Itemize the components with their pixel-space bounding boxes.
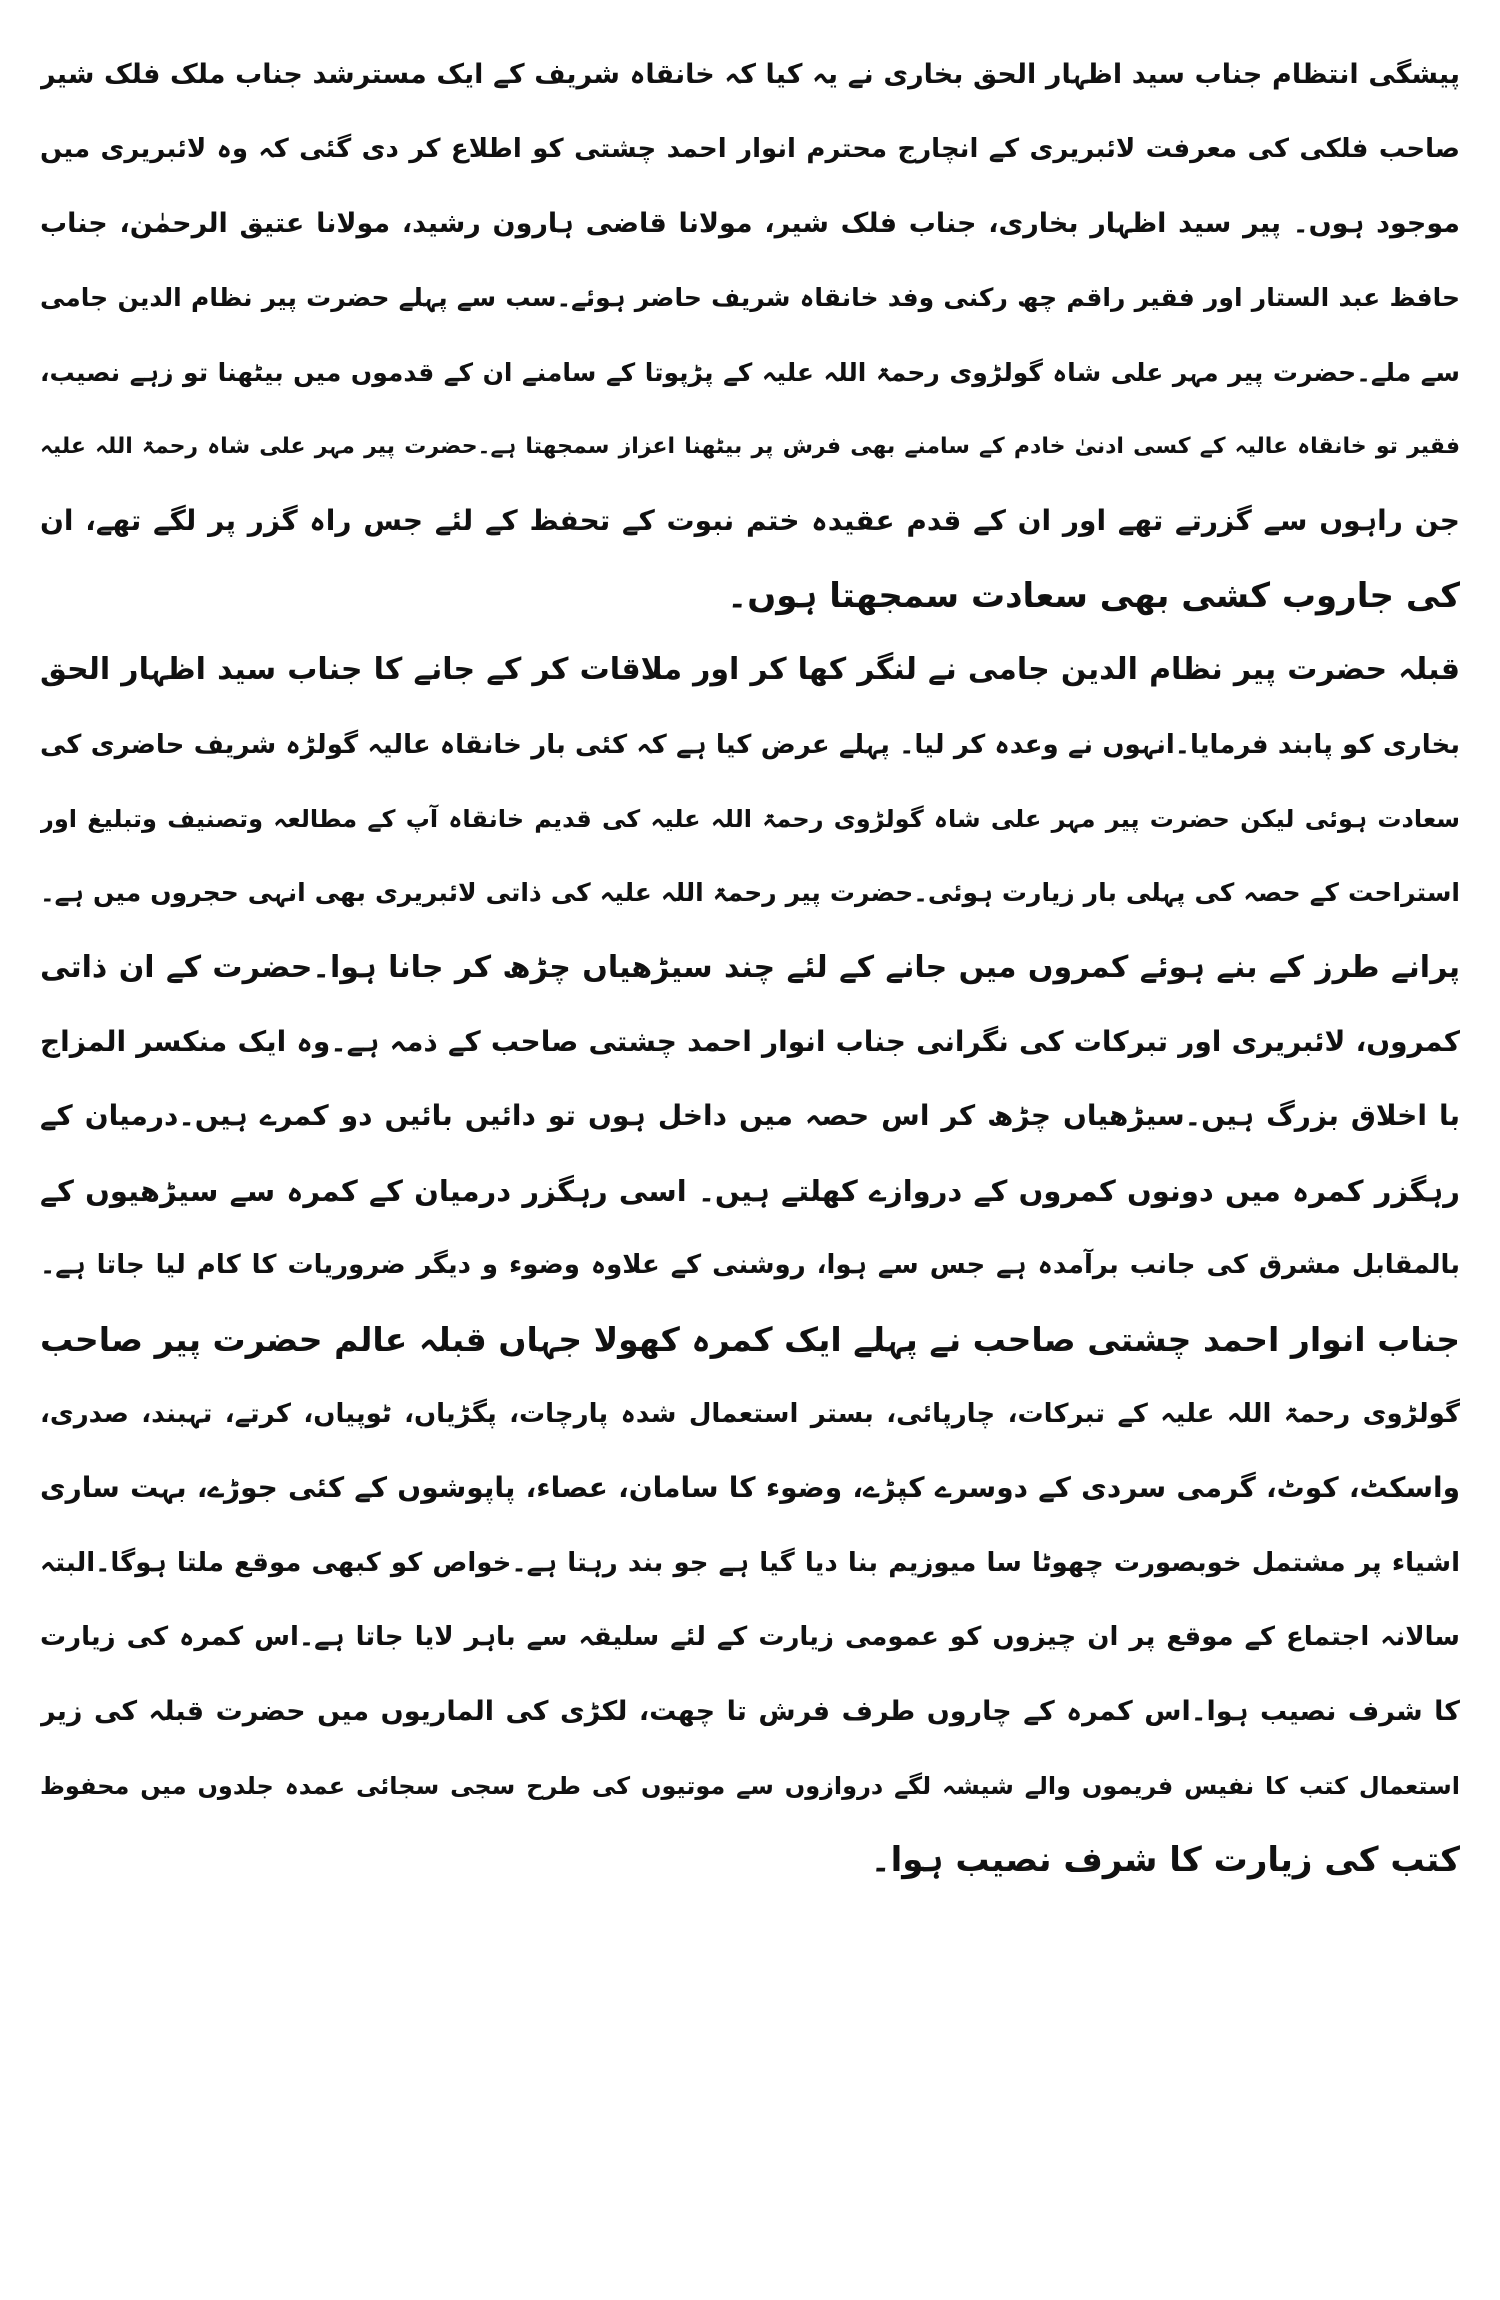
text-line: پرانے طرز کے بنے ہوئے کمروں میں جانے کے لئے چند سیڑھیاں چڑھ کر جانا ہوا۔حضرت کے ان ذاتی: [40, 949, 1460, 985]
text-line: با اخلاق بزرگ ہیں۔سیڑھیاں چڑھ کر اس حصہ میں داخل ہوں تو دائیں بائیں دو کمرے ہیں۔درمیان کے: [40, 1099, 1460, 1133]
text-line: بخاری کو پابند فرمایا۔انہوں نے وعدہ کر لیا۔ پہلے عرض کیا ہے کہ کئی بار خانقاہ عالیہ گولڑہ شریف حاضری کی: [40, 729, 1460, 760]
text-line: بالمقابل مشرق کی جانب برآمدہ ہے جس سے ہوا، روشنی کے علاوہ وضوء و دیگر ضروریات کا کام لیا جاتا ہے۔: [40, 1250, 1460, 1281]
text-line: استعمال کتب کا نفیس فریموں والے شیشہ لگے دروازوں سے موتیوں کی طرح سجی سجائی عمدہ جلدوں میں محفوظ: [40, 1771, 1460, 1800]
text-line: کمروں، لائبریری اور تبرکات کی نگرانی جناب انوار احمد چشتی صاحب کے ذمہ ہے۔وہ ایک منکسر المزاج: [40, 1025, 1460, 1059]
text-line: حافظ عبد الستار اور فقیر راقم چھ رکنی وفد خانقاہ شریف حاضر ہوئے۔سب سے پہلے حضرت پیر نظام الدین جامی: [40, 283, 1460, 313]
text-line: پیشگی انتظام جناب سید اظہار الحق بخاری نے یہ کیا کہ خانقاہ شریف کے ایک مسترشد جناب ملک فلک شیر: [40, 59, 1460, 90]
text-line: سعادت ہوئی لیکن حضرت پیر مہر علی شاہ گولڑوی رحمۃ اللہ علیہ کی قدیم خانقاہ آپ کے مطالعہ وتصنیف وتبلیغ اور: [40, 804, 1460, 833]
paragraph-end-line: کتب کی زیارت کا شرف نصیب ہوا۔: [870, 1840, 1460, 1881]
text-line: موجود ہوں۔ پیر سید اظہار بخاری، جناب فلک شیر، مولانا قاضی ہارون رشید، مولانا عتیق الرحمٰن، جناب: [40, 207, 1460, 239]
text-line: گولڑوی رحمۃ اللہ علیہ کے تبرکات، چارپائی، بستر استعمال شدہ پارچات، پگڑیاں، ٹوپیاں، کرتے، تہبند، صدری،: [40, 1399, 1460, 1430]
paragraph-end-line: کی جاروب کشی بھی سعادت سمجھتا ہوں۔: [727, 575, 1460, 616]
text-line: جناب انوار احمد چشتی صاحب نے پہلے ایک کمرہ کھولا جہاں قبلہ عالم حضرت پیر صاحب: [40, 1319, 1460, 1359]
text-line: کا شرف نصیب ہوا۔اس کمرہ کے چاروں طرف فرش تا چھت، لکڑی کی الماریوں میں حضرت قبلہ کی زیر: [40, 1695, 1460, 1727]
text-line: قبلہ حضرت پیر نظام الدین جامی نے لنگر کھا کر اور ملاقات کر کے جانے کا جناب سید اظہار الحق: [40, 652, 1460, 688]
text-line: فقیر تو خانقاہ عالیہ کے کسی ادنیٰ خادم کے سامنے بھی فرش پر بیٹھنا اعزاز سمجھتا ہے۔حضرت پیر مہر علی شاہ رحمۃ اللہ علیہ: [40, 433, 1460, 459]
text-line: واسکٹ، کوٹ، گرمی سردی کے دوسرے کپڑے، وضوء کا سامان، عصاء، پاپوشوں کے کئی جوڑے، بہت ساری: [40, 1471, 1460, 1505]
text-line: سے ملے۔حضرت پیر مہر علی شاہ گولڑوی رحمۃ اللہ علیہ کے پڑپوتا کے سامنے ان کے قدموں میں بیٹھنا تو زہے نصیب،: [40, 357, 1460, 387]
text-line: اشیاء پر مشتمل خوبصورت چھوٹا سا میوزیم بنا دیا گیا ہے جو بند رہتا ہے۔خواص کو کبھی موقع ملتا ہوگا۔البتہ: [40, 1547, 1460, 1578]
text-line: رہگزر کمرہ میں دونوں کمروں کے دروازے کھلتے ہیں۔ اسی رہگزر درمیان کے کمرہ سے سیڑھیوں کے: [40, 1173, 1460, 1208]
text-line: استراحت کے حصہ کی پہلی بار زیارت ہوئی۔حضرت پیر رحمۃ اللہ علیہ کی ذاتی لائبریری بھی انہی حجروں میں ہے۔: [40, 878, 1460, 908]
text-line: سالانہ اجتماع کے موقع پر ان چیزوں کو عمومی زیارت کے لئے سلیقہ سے باہر لایا جاتا ہے۔اس کمرہ کی زیارت: [40, 1622, 1460, 1653]
text-line: جن راہوں سے گزرتے تھے اور ان کے قدم عقیدہ ختم نبوت کے تحفظ کے لئے جس راہ گزر پر لگے تھے، ان: [40, 504, 1460, 538]
text-line: صاحب فلکی کی معرفت لائبریری کے انچارج محترم انوار احمد چشتی کو اطلاع کر دی گئی کہ وہ لائبریری میں: [40, 134, 1460, 165]
